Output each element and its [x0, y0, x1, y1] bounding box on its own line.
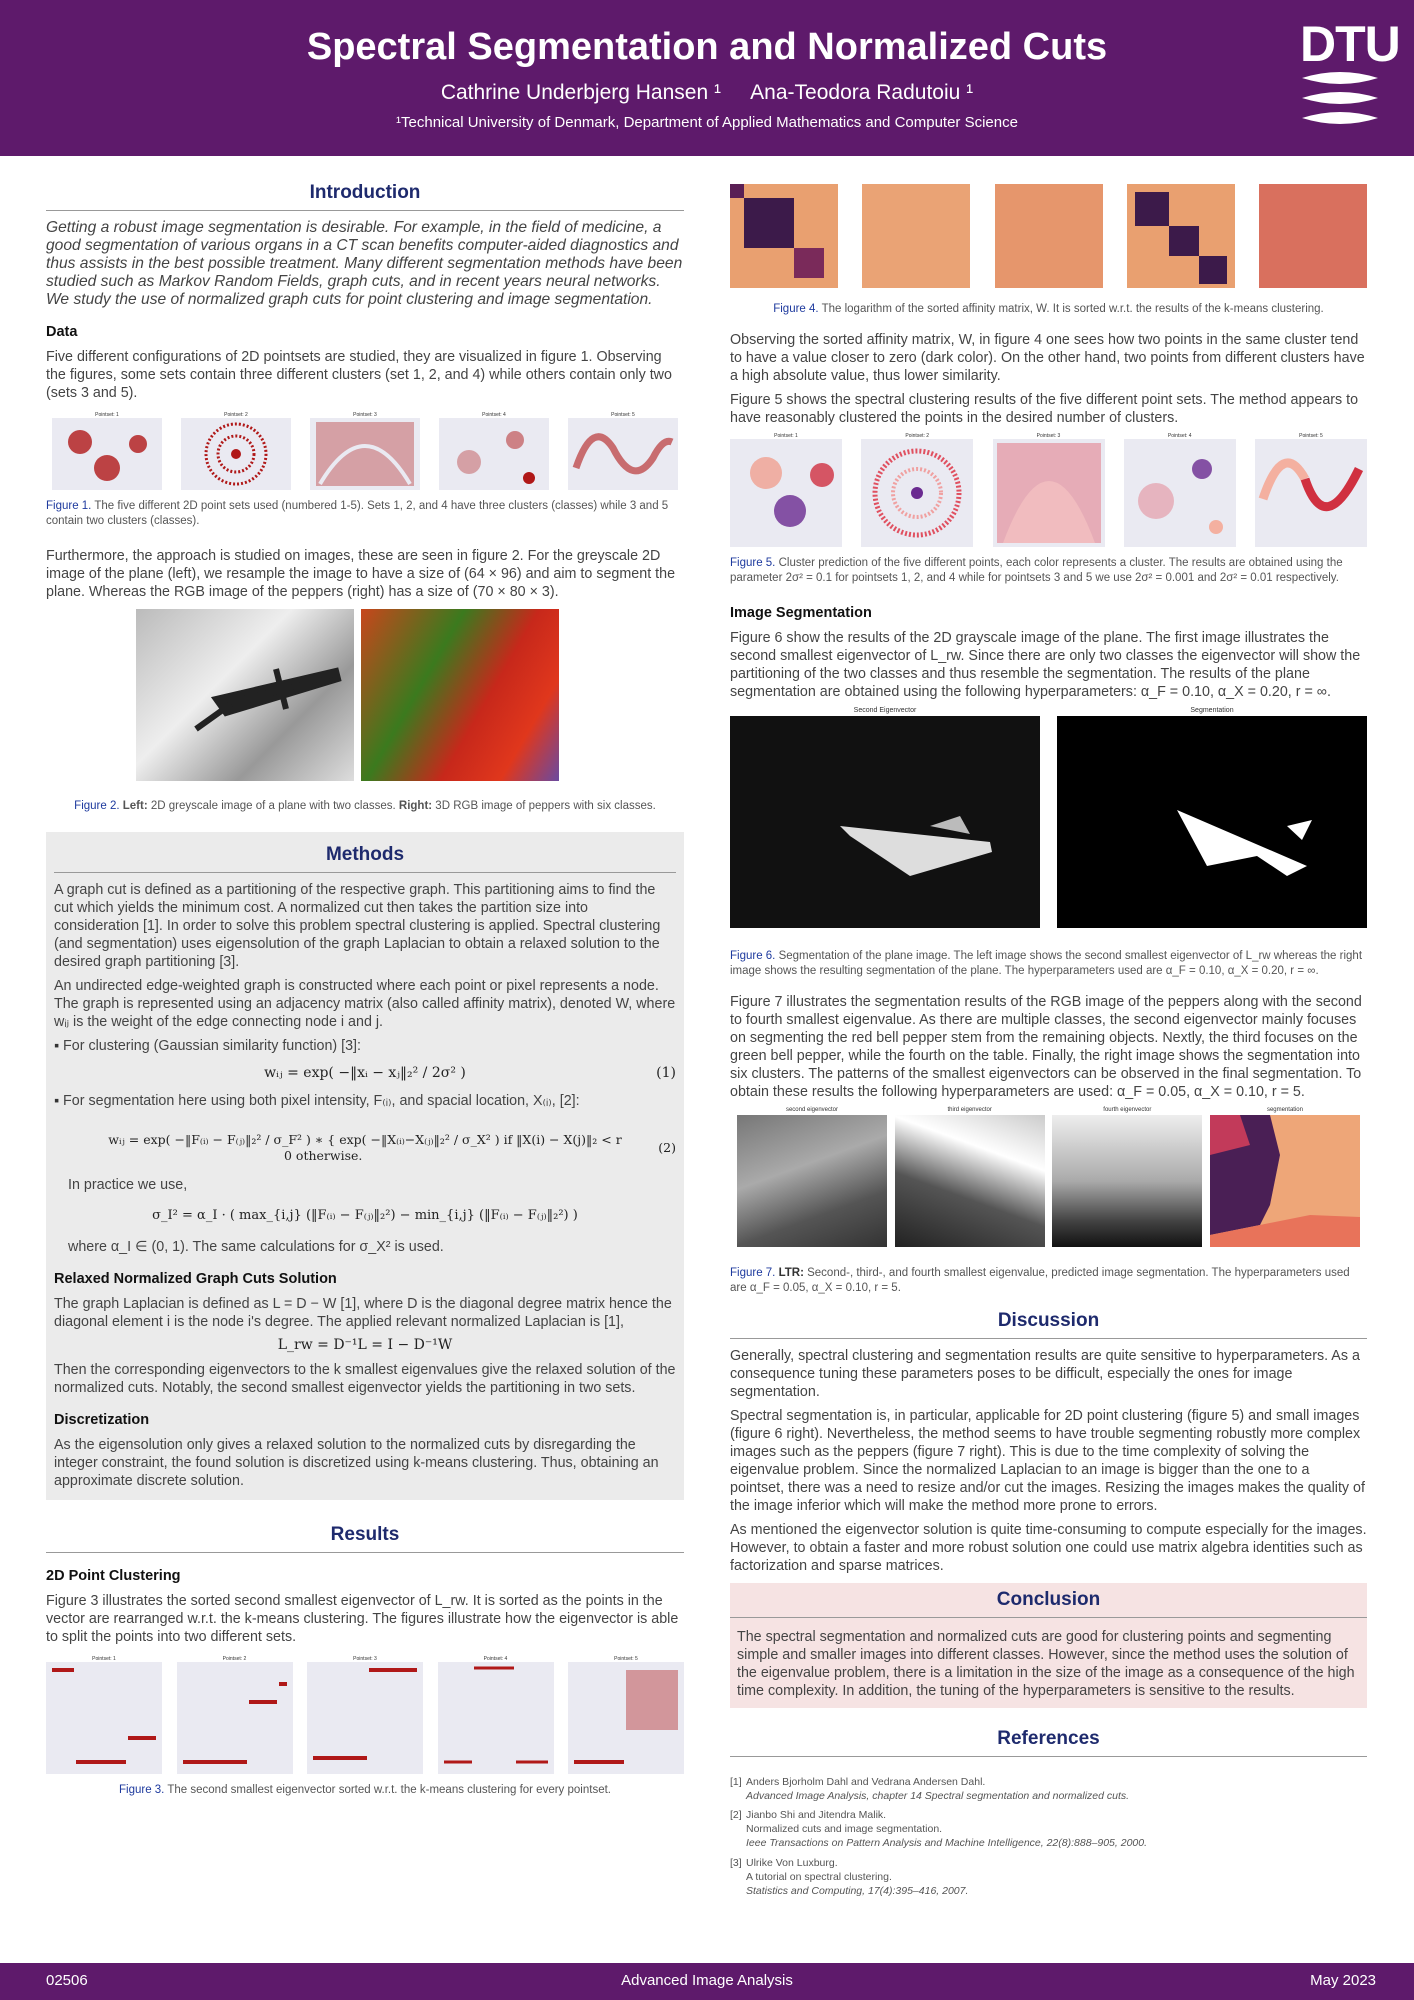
figure-5-caption: Figure 5. Cluster prediction of the five different points, each color represents a cluster. The results are obtained using the parameter 2σ² = 0.1 for pointsets 1, 2, and 4 while for pointsets 3 and 5 we use 2σ² = 0.001 and 2σ² = 0.01 respectively.	[730, 556, 1343, 584]
eigvec-plot-5: Pointset: 5	[568, 1656, 684, 1779]
figure-3	[46, 1656, 684, 1779]
eigvec-5	[568, 1662, 684, 1774]
poster-header	[0, 0, 1414, 156]
equation-4: L_rw = D⁻¹L = I − D⁻¹W	[277, 1337, 453, 1354]
figure-7	[737, 1107, 1360, 1252]
pointset-plot-1: Pointset: 1	[52, 412, 162, 495]
pointset-plot-3: Pointset: 3	[310, 412, 420, 495]
cluster-plot-2: Pointset: 2	[861, 433, 973, 552]
pepper-eig2-panel: second eigenvector	[737, 1107, 887, 1252]
cluster-plot-3: Pointset: 3	[993, 433, 1105, 552]
pointset-plot-2: Pointset: 2	[181, 412, 291, 495]
cluster-plot-4: Pointset: 4	[1124, 433, 1236, 552]
figure-4	[730, 184, 1367, 288]
affinity-matrix-1	[730, 184, 838, 288]
plane-icon	[136, 609, 354, 781]
dtu-waves-icon	[1300, 70, 1380, 140]
affinity-matrix-2	[862, 184, 970, 288]
eigvec-plot-1: Pointset: 1	[46, 1656, 162, 1779]
equation-2: wᵢⱼ = exp( −‖F₍ᵢ₎ − F₍ⱼ₎‖₂² / σ_F² ) ∗ { exp( −‖X₍ᵢ₎−X₍ⱼ₎‖₂² / σ_X² ) if ‖X(i) − X(j)‖₂ < r 0 otherwise. (2)	[108, 1132, 676, 1163]
pepper-segmentation-image	[1210, 1115, 1360, 1247]
scatter-3	[310, 418, 420, 490]
author-2: Ana-Teodora Radutoiu ¹	[750, 81, 974, 104]
scatter-4	[439, 418, 549, 490]
equation-1: wᵢⱼ = exp( −‖xᵢ − xⱼ‖₂² / 2σ² ) (1)	[264, 1064, 676, 1081]
methods-paragraph-4: where α_I ∈ (0, 1). The same calculations for σ_X² is used.	[68, 1239, 444, 1256]
eigvec-2	[177, 1662, 293, 1774]
second-eigenvector-panel: Second Eigenvector	[730, 707, 1040, 933]
pepper-eig4-panel: fourth eigenvector	[1052, 1107, 1202, 1252]
results-heading: Results	[46, 1520, 684, 1553]
conclusion-section	[730, 1583, 1367, 1708]
figure-7-caption: Figure 7. LTR: Second-, third-, and fourth smallest eigenvalue, predicted image segmentation. The hyperparameters used are α_F = 0.05, α_X = 0.10, r = 5.	[730, 1266, 1350, 1294]
cluster-3	[993, 439, 1105, 547]
equation-3: σ_I² = α_I · ( max_{i,j} (‖F₍ᵢ₎ − F₍ⱼ₎‖₂²) − min_{i,j} (‖F₍ᵢ₎ − F₍ⱼ₎‖₂²) )	[152, 1207, 578, 1223]
pepper-seg-panel: segmentation	[1210, 1107, 1360, 1252]
scatter-1	[52, 418, 162, 490]
discussion-paragraph-1: Generally, spectral clustering and segmentation results are quite sensitive to hyperparameters. As a consequence tuning these parameters poses to be difficult, especially the ones for image segmentation.	[730, 1347, 1360, 1400]
figure-1-caption: Figure 1. The five different 2D point sets used (numbered 1-5). Sets 1, 2, and 4 have three clusters (classes) while 3 and 5 contain two clusters (classes).	[46, 499, 669, 527]
poster-date: May 2023	[1310, 1972, 1376, 1989]
figure-6-caption: Figure 6. Segmentation of the plane image. The left image shows the second smallest eigenvector of L_rw whereas the right image shows the resulting segmentation of the plane. The hyperparameters used are α_F = 0.10, α_X = 0.20, r = ∞.	[730, 950, 1363, 978]
cluster-4	[1124, 439, 1236, 547]
methods-paragraph-1: A graph cut is defined as a partitioning of the respective graph. This partitioning aims to find the cut which yields the minimum cost. A normalized cut then takes the partition size into consideration [1]. In order to solve this problem spectral clustering is applied. Spectral clustering (and segmentation) uses eigensolution of the graph Laplacian to obtain a relaxed solution to the desired graph partitioning [3].	[54, 881, 661, 970]
reference-2: [2] Jianbo Shi and Jitendra Malik. Normalized cuts and image segmentation. Ieee Transactions on Pattern Analysis and Machine Intelligence, 22(8):888–905, 2000.	[730, 1808, 1148, 1850]
pepper-eig2-image	[737, 1115, 887, 1247]
affinity-matrix-4	[1127, 184, 1235, 288]
cluster-5	[1255, 439, 1367, 547]
dtu-logo: DTU	[1300, 18, 1380, 138]
eigvec-plot-3: Pointset: 3	[307, 1656, 423, 1779]
cluster-plot-1: Pointset: 1	[730, 433, 842, 552]
introduction-heading: Introduction	[46, 178, 684, 211]
pointset-plot-5: Pointset: 5	[568, 412, 678, 495]
figure-2-caption: Figure 2. Left: 2D greyscale image of a plane with two classes. Right: 3D RGB image of peppers with six classes.	[74, 799, 656, 812]
conclusion-text: The spectral segmentation and normalized cuts are good for clustering points and segmenting simple and smaller images into different classes. However, since the method uses the solution of the eigenvalue problem, there is a limitation in the size of the image as a consequence of the high time complexity. In addition, the tuning of the hyperparameters is sensitive to the results.	[737, 1628, 1355, 1699]
introduction-text: Getting a robust image segmentation is desirable. For example, in the field of medicine, a good segmentation of various organs in a CT scan benefits computer-aided diagnostics and thus assists in the best possible treatment. Many different segmentation methods have been studied such as Markov Random Fields, graph cuts, and in recent years neural networks. We study the use of normalized graph cuts for point clustering and image segmentation.	[46, 218, 683, 308]
eigvec-4	[438, 1662, 554, 1774]
poster-title: Spectral Segmentation and Normalized Cuts	[306, 26, 1108, 68]
figure-3-caption: Figure 3. The second smallest eigenvector sorted w.r.t. the k-means clustering for every pointset.	[119, 1784, 611, 1797]
methods-paragraph-6: Then the corresponding eigenvectors to the k smallest eigenvalues give the relaxed solution of the normalized cuts. Notably, the second smallest eigenvector yields the partitioning in two sets.	[54, 1361, 676, 1396]
right-paragraph-4: Figure 7 illustrates the segmentation results of the RGB image of the peppers along with the second to fourth smallest eigenvalue. As there are multiple classes, the second eigenvector mainly focuses on segmenting the red bell pepper stem from the remaining objects. Nextly, the third focuses on the green bell pepper, while the fourth on the table. Finally, the right image shows the segmentation into six clusters. The patterns of the smallest eigenvectors can be observed in the final segmentation. To obtain these results the following hyperparameters are used: α_F = 0.05, α_X = 0.10, r = 5.	[730, 993, 1362, 1100]
scatter-5	[568, 418, 678, 490]
poster-footer	[0, 1963, 1414, 2000]
methods-bullet-1: ▪ For clustering (Gaussian similarity function) [3]:	[54, 1037, 676, 1055]
figure-2	[136, 609, 684, 781]
cluster-2	[861, 439, 973, 547]
methods-bullet-2: ▪ For segmentation here using both pixel intensity, F₍ᵢ₎, and spacial location, X₍ᵢ₎, [2]:	[54, 1092, 676, 1110]
methods-paragraph-3: In practice we use,	[68, 1176, 188, 1193]
eigvec-plot-4: Pointset: 4	[438, 1656, 554, 1779]
references-heading: References	[730, 1724, 1367, 1757]
discussion-heading: Discussion	[730, 1306, 1367, 1339]
discussion-paragraph-3: As mentioned the eigenvector solution is quite time-consuming to compute especially for the images. However, to obtain a faster and more robust solution one could use matrix algebra identities such as factorization and sparse matrices.	[730, 1521, 1367, 1574]
methods-paragraph-5: The graph Laplacian is defined as L = D − W [1], where D is the diagonal degree matrix hence the diagonal element i is the node i's degree. The applied relevant normalized Laplacian is [1],	[54, 1296, 672, 1331]
cluster-plot-5: Pointset: 5	[1255, 433, 1367, 552]
right-paragraph-2: Figure 5 shows the spectral clustering results of the five different point sets. The method appears to have reasonably clustered the points in the desired number of clusters.	[730, 391, 1359, 426]
eigvec-3	[307, 1662, 423, 1774]
figure-1	[52, 412, 678, 495]
image-segmentation-heading: Image Segmentation	[730, 604, 872, 621]
reference-1: [1] Anders Bjorholm Dahl and Vedrana Andersen Dahl. Advanced Image Analysis, chapter 14 Spectral segmentation and normalized cuts.	[730, 1775, 1130, 1802]
cluster-1	[730, 439, 842, 547]
discussion-paragraph-2: Spectral segmentation is, in particular, applicable for 2D point clustering (figure 5) and small images (figure 6 right). Nevertheless, the method seems to have trouble segmenting robustly more complex images such as the peppers (figure 7 right). This is due to the time complexity of solving the eigenvalue problem. Since the normalized Laplacian to an image is bigger than the one to a pointset, there was a need to resize and/or cut the images. Resizing the images makes the quality of the image inferior which will make the method more prone to errors.	[730, 1407, 1365, 1514]
course-name: Advanced Image Analysis	[621, 1972, 793, 1989]
figure-6	[730, 707, 1367, 933]
affinity-matrix-5	[1259, 184, 1367, 288]
affinity-matrix-3	[995, 184, 1103, 288]
peppers-image	[361, 609, 559, 781]
relaxed-ncut-heading: Relaxed Normalized Graph Cuts Solution	[54, 1271, 337, 1288]
figure-4-caption: Figure 4. The logarithm of the sorted affinity matrix, W. It is sorted w.r.t. the results of the k-means clustering.	[773, 303, 1324, 315]
left-column	[46, 178, 684, 1804]
second-eigenvector-image	[730, 716, 1040, 928]
conclusion-heading: Conclusion	[730, 1583, 1367, 1618]
data-heading: Data	[46, 323, 78, 340]
results-paragraph-1: Figure 3 illustrates the sorted second smallest eigenvector of L_rw. It is sorted as the points in the vector are rearranged w.r.t. the k-means clustering. The figures illustrate how the eigenvector is able to split the points into two different sets.	[46, 1593, 679, 1646]
plane-image	[136, 609, 354, 781]
eigvec-1	[46, 1662, 162, 1774]
point-clustering-heading: 2D Point Clustering	[46, 1568, 181, 1585]
methods-paragraph-2: An undirected edge-weighted graph is constructed where each point or pixel represents a node. The graph is represented using an adjacency matrix (also called affinity matrix), denoted W, where wᵢⱼ is the weight of the edge connecting node i and j.	[54, 977, 676, 1030]
methods-heading: Methods	[54, 840, 676, 873]
affiliation: ¹Technical University of Denmark, Department of Applied Mathematics and Computer Science	[396, 114, 1018, 131]
methods-paragraph-7: As the eigensolution only gives a relaxed solution to the normalized cuts by disregarding the integer constraint, the found solution is discretized using k-means clustering. Thus, obtaining an approximate discrete solution.	[54, 1437, 659, 1490]
pepper-eig4-image	[1052, 1115, 1202, 1247]
methods-section	[46, 832, 684, 1501]
authors	[0, 80, 1414, 106]
course-code: 02506	[46, 1972, 88, 1989]
discretization-heading: Discretization	[54, 1411, 150, 1428]
right-paragraph-1: Observing the sorted affinity matrix, W, in figure 4 one sees how two points in the same cluster tend to have a value closer to zero (dark color). On the other hand, two points from different clusters have a high absolute value, thus lower similarity.	[730, 331, 1365, 384]
right-paragraph-3: Figure 6 show the results of the 2D grayscale image of the plane. The first image illustrates the second smallest eigenvector of L_rw. Since there are only two classes the eigenvector will show the partitioning of the two classes and thus resemble the segmentation. The results of the plane segmentation are obtained using the following hyperparameters: α_F = 0.10, α_X = 0.20, r = ∞.	[730, 630, 1361, 701]
pepper-eig3-image	[895, 1115, 1045, 1247]
data-paragraph-2: Furthermore, the approach is studied on images, these are seen in figure 2. For the greyscale 2D image of the plane (left), we resample the image to have a size of (64 × 96) and aim to segment the plane. Whereas the RGB image of the peppers (right) has a size of (70 × 80 × 3).	[46, 547, 676, 600]
reference-3: [3] Ulrike Von Luxburg. A tutorial on spectral clustering. Statistics and Computing, 17(4):395–416, 2007.	[730, 1856, 969, 1897]
pepper-eig3-panel: third eigenvector	[895, 1107, 1045, 1252]
eigvec-plot-2: Pointset: 2	[177, 1656, 293, 1779]
right-column	[730, 184, 1367, 1903]
figure-5	[730, 433, 1367, 552]
data-paragraph-1: Five different configurations of 2D pointsets are studied, they are visualized in figure 1. Observing the figures, some sets contain three different clusters (set 1, 2, and 4) while others contain only two (sets 3 and 5).	[46, 348, 672, 401]
scatter-2	[181, 418, 291, 490]
segmentation-image	[1057, 716, 1367, 928]
author-1: Cathrine Underbjerg Hansen ¹	[440, 81, 721, 104]
segmentation-panel: Segmentation	[1057, 707, 1367, 933]
pointset-plot-4: Pointset: 4	[439, 412, 549, 495]
